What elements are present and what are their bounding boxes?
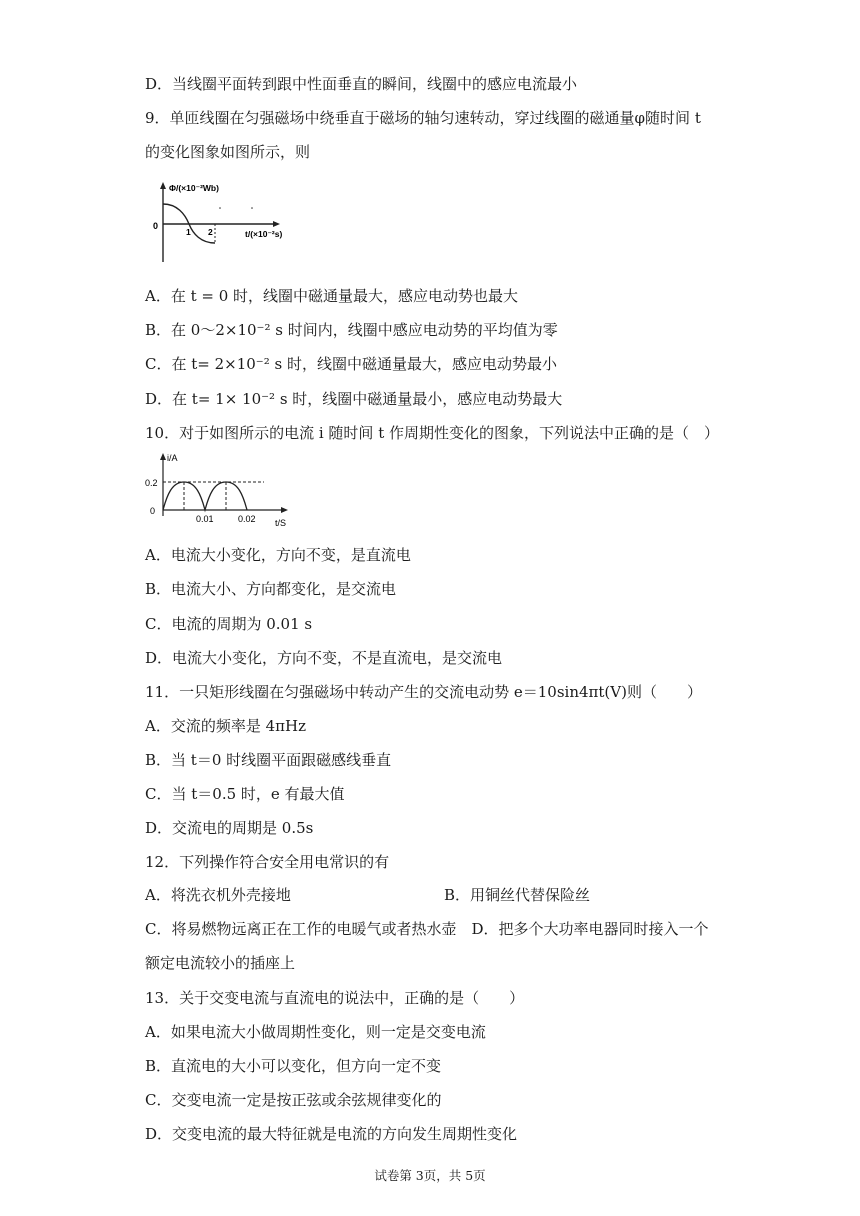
q11-option-c: C．当 t＝0.5 时，e 有最大值 xyxy=(145,785,345,803)
flux-origin-label: 0 xyxy=(153,221,159,231)
time-tick-002: 0.02 xyxy=(238,514,256,524)
flux-time-graph xyxy=(152,180,302,264)
q13-option-d: D．交变电流的最大特征就是电流的方向发生周期性变化 xyxy=(145,1125,518,1143)
flux-tick-2: 2 xyxy=(208,227,213,237)
q12-option-b: B．用铜丝代替保险丝 xyxy=(444,886,591,904)
flux-axis-label: Φ/(×10⁻²Wb) xyxy=(169,183,219,193)
q11-option-b: B．当 t＝0 时线圈平面跟磁感线垂直 xyxy=(145,751,392,769)
q13-stem: 13．关于交变电流与直流电的说法中，正确的是（ ） xyxy=(145,989,525,1007)
q12-stem: 12．下列操作符合安全用电常识的有 xyxy=(145,853,390,871)
q11-option-d: D．交流电的周期是 0.5s xyxy=(145,819,314,837)
current-axis-label: i/A xyxy=(167,453,178,463)
time-axis-label: t/(×10⁻²s) xyxy=(245,229,283,239)
q9-option-b: B．在 0～2×10⁻² s 时间内，线圈中感应电动势的平均值为零 xyxy=(145,321,558,339)
time-tick-001: 0.01 xyxy=(196,514,214,524)
q13-option-c: C．交变电流一定是按正弦或余弦规律变化的 xyxy=(145,1091,442,1109)
q10-option-a: A．电流大小变化，方向不变，是直流电 xyxy=(145,546,411,564)
q8-option-d: D．当线圈平面转到跟中性面垂直的瞬间，线圈中的感应电流最小 xyxy=(145,75,578,93)
q13-option-b: B．直流电的大小可以变化，但方向一定不变 xyxy=(145,1057,442,1075)
q10-option-b: B．电流大小、方向都变化，是交流电 xyxy=(145,580,397,598)
q13-option-a: A．如果电流大小做周期性变化，则一定是交变电流 xyxy=(145,1023,486,1041)
q10-stem: 10．对于如图所示的电流 i 随时间 t 作周期性变化的图象，下列说法中正确的是（ ） xyxy=(145,424,719,442)
q9-stem-line2: 的变化图象如图所示，则 xyxy=(145,143,311,161)
time-axis-label-s: t/S xyxy=(275,518,287,528)
q12-option-c-d: C．将易燃物远离正在工作的电暖气或者热水壶 D．把多个大功率电器同时接入一个 xyxy=(145,920,709,938)
q12-option-d-cont: 额定电流较小的插座上 xyxy=(145,954,296,972)
q10-option-d: D．电流大小变化，方向不变，不是直流电，是交流电 xyxy=(145,649,503,667)
q9-option-a: A．在 t = 0 时，线圈中磁通量最大，感应电动势也最大 xyxy=(145,287,519,305)
q9-stem-line1: 9．单匝线圈在匀强磁场中绕垂直于磁场的轴匀速转动，穿过线圈的磁通量φ随时间 t xyxy=(145,109,701,127)
current-origin-label: 0 xyxy=(150,506,156,516)
current-time-graph xyxy=(144,451,300,533)
page-footer: 试卷第 3页，共 5页 xyxy=(374,1168,486,1183)
flux-tick-1: 1 xyxy=(186,227,191,237)
q12-option-a: A．将洗衣机外壳接地 xyxy=(145,886,291,904)
q10-option-c: C．电流的周期为 0.01 s xyxy=(145,615,313,633)
q11-stem: 11．一只矩形线圈在匀强磁场中转动产生的交流电动势 e＝10sin4πt(V)则（ ） xyxy=(145,683,702,701)
q9-option-d: D．在 t= 1× 10⁻² s 时，线圈中磁通量最小，感应电动势最大 xyxy=(145,390,563,408)
current-tick-02: 0.2 xyxy=(145,478,158,488)
q11-option-a: A．交流的频率是 4πHz xyxy=(145,717,306,735)
q9-option-c: C．在 t= 2×10⁻² s 时，线圈中磁通量最大，感应电动势最小 xyxy=(145,355,557,373)
